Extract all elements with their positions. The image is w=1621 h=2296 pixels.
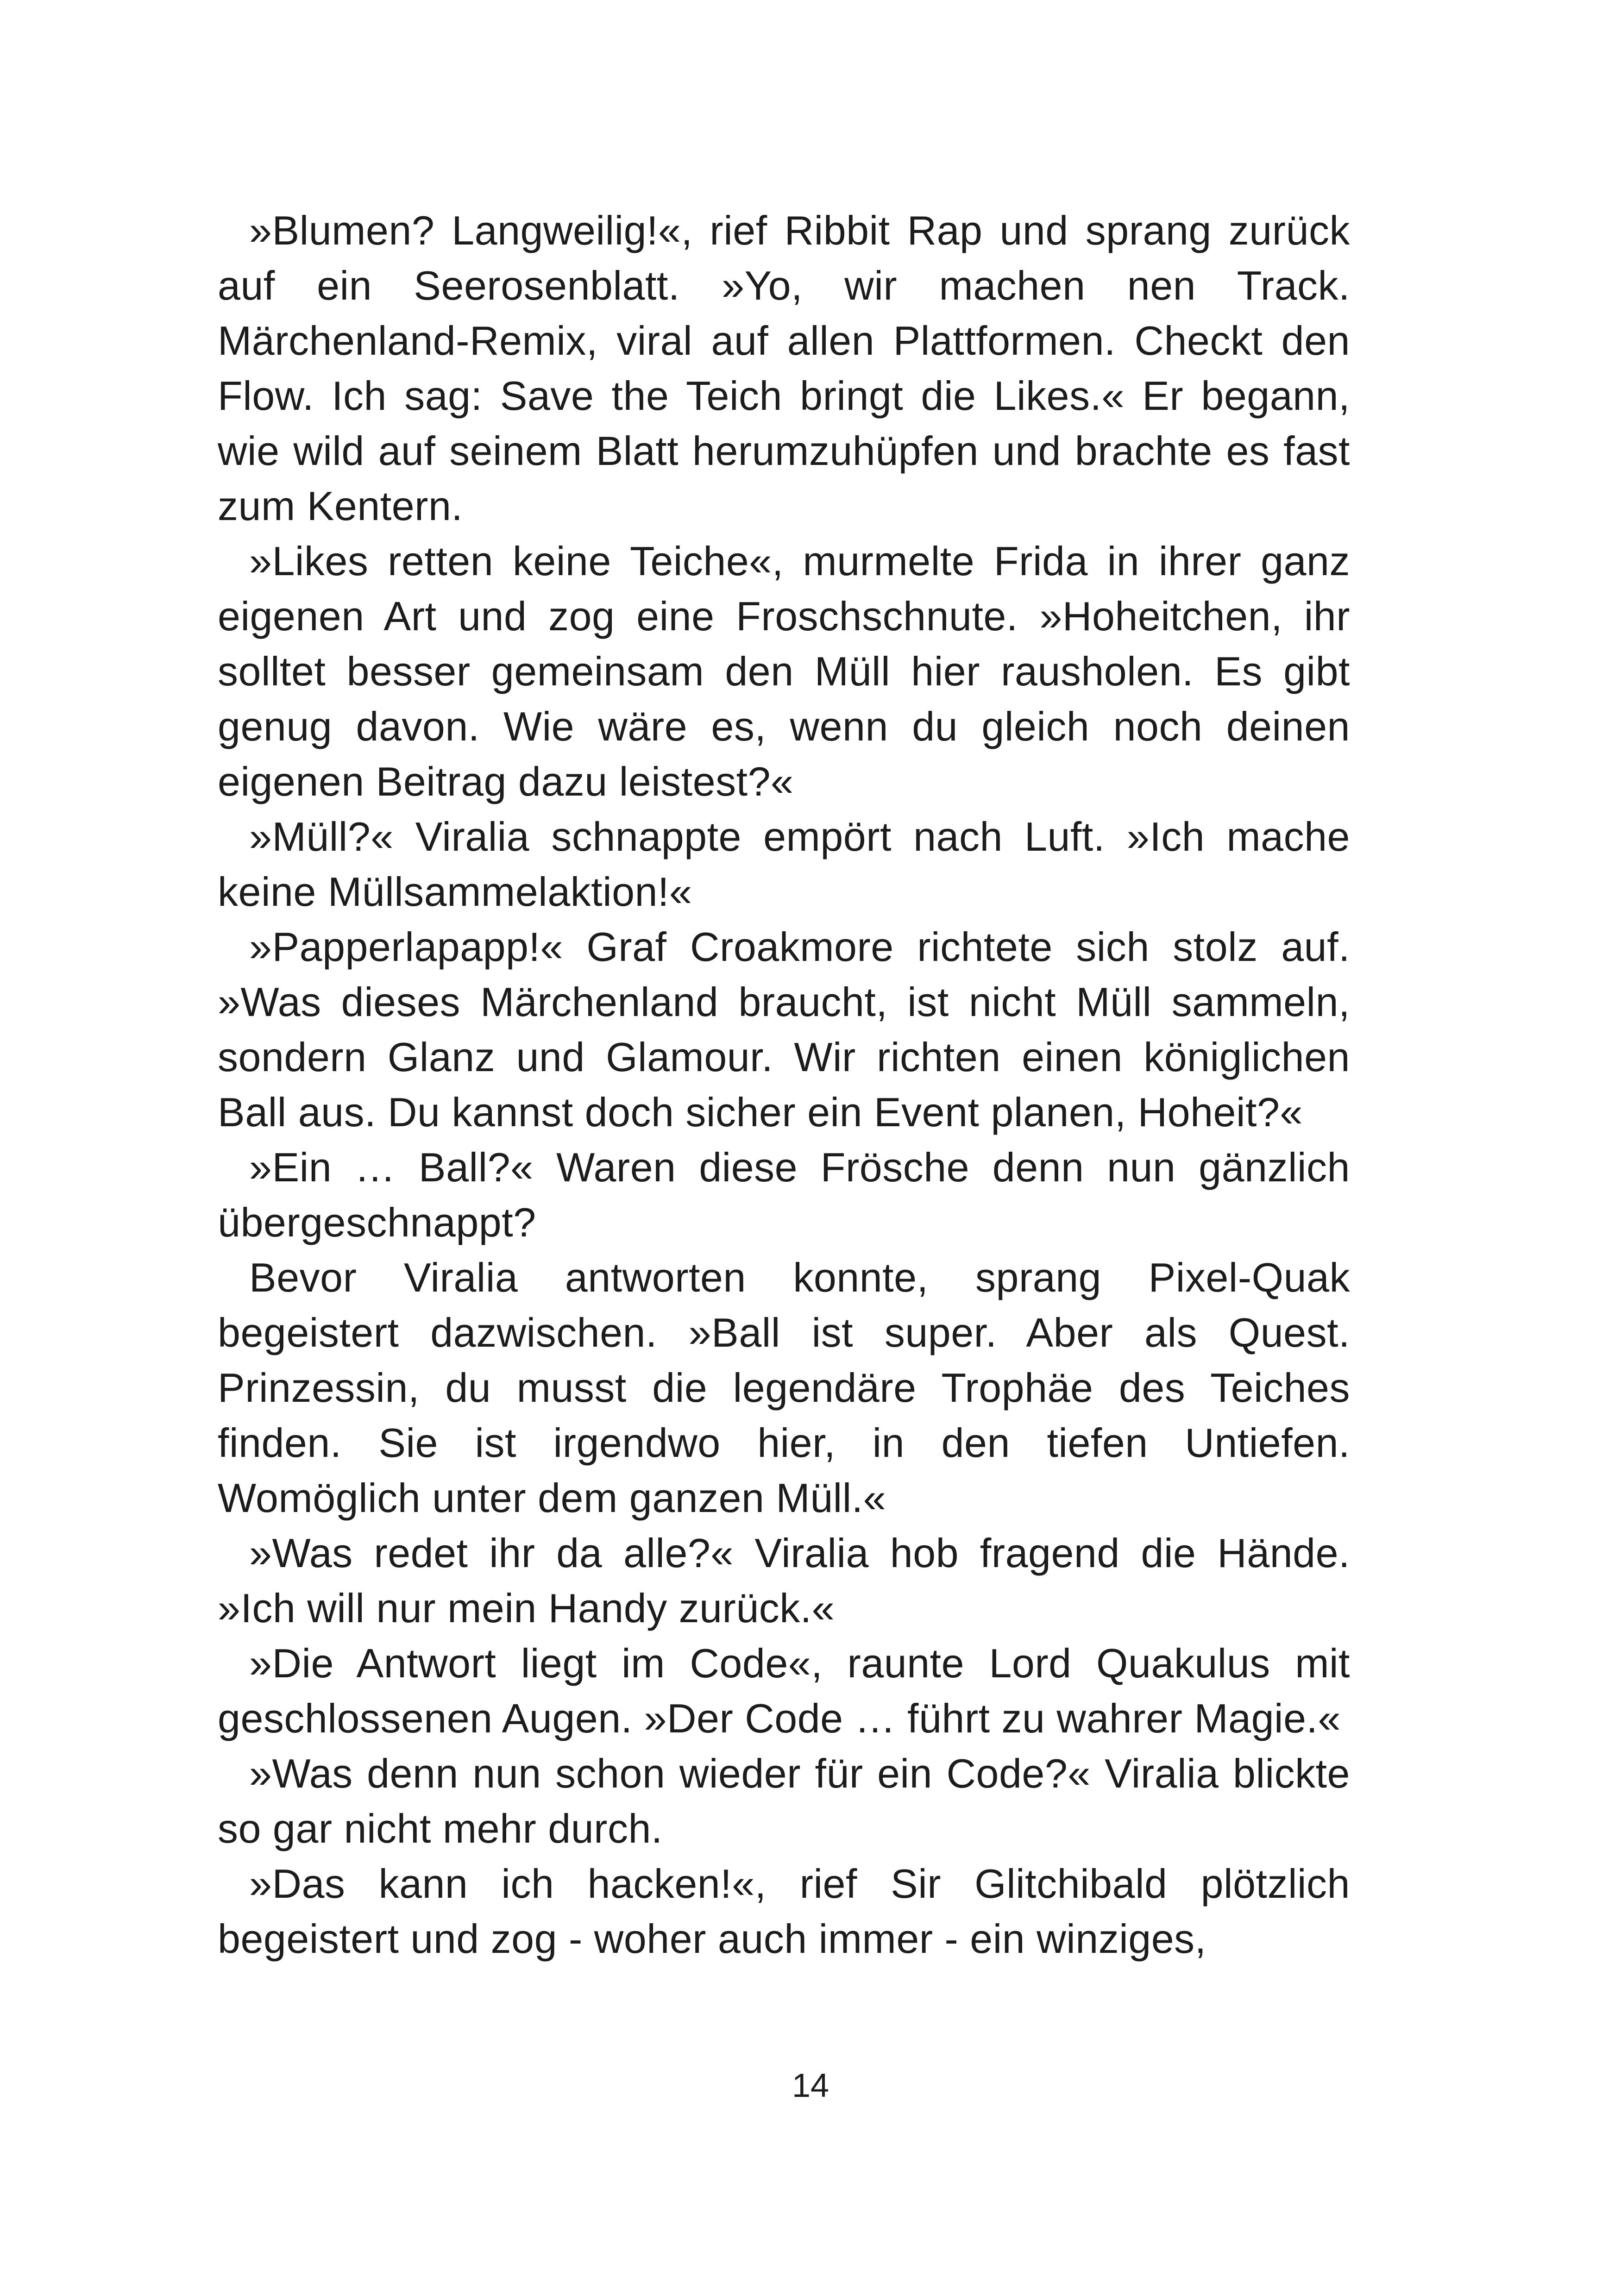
paragraph: »Likes retten keine Teiche«, murmelte Frida in ihrer ganz eigenen Art und zog eine Froschschnute. »Hoheitchen, ihr solltet besser gemeinsam den Müll hier rausholen. Es gibt genug davon. Wie wäre es, wenn du gleich noch deinen eigenen Beitrag dazu leistest?« [218, 538, 1350, 804]
body-text [218, 203, 1350, 1966]
page-footer [0, 2069, 1621, 2102]
paragraph: »Die Antwort liegt im Code«, raunte Lord Quakulus mit geschlossenen Augen. »Der Code … führt zu wahrer Magie.« [218, 1640, 1350, 1741]
paragraph: »Ein … Ball?« Waren diese Frösche denn nun gänzlich übergeschnappt? [218, 1144, 1350, 1245]
paragraph: »Papperlapapp!« Graf Croakmore richtete sich stolz auf. »Was dieses Märchenland braucht, ist nicht Müll sammeln, sondern Glanz und Glamour. Wir richten einen königlichen Ball aus. Du kannst doch sicher ein Event planen, Hoheit?« [218, 924, 1350, 1135]
paragraph: »Was redet ihr da alle?« Viralia hob fragend die Hände. »Ich will nur mein Handy zurück.« [218, 1530, 1350, 1631]
paragraph: »Blumen? Langweilig!«, rief Ribbit Rap und sprang zurück auf ein Seerosenblatt. »Yo, wir machen nen Track. Märchenland-Remix, viral auf allen Plattformen. Checkt den Flow. Ich sag: Save the Teich bringt die Likes.« Er begann, wie wild auf seinem Blatt herumzuhüpfen und brachte es fast zum Kentern. [218, 207, 1350, 529]
page-number: 14 [792, 2067, 829, 2104]
paragraph: »Was denn nun schon wieder für ein Code?« Viralia blickte so gar nicht mehr durch. [218, 1750, 1350, 1851]
paragraph: »Das kann ich hacken!«, rief Sir Glitchibald plötzlich begeistert und zog - woher auch immer - ein winziges, [218, 1861, 1350, 1962]
paragraph: Bevor Viralia antworten konnte, sprang Pixel-Quak begeistert dazwischen. »Ball ist super. Aber als Quest. Prinzessin, du musst die legendäre Trophäe des Teiches finden. Sie ist irgendwo hier, in den tiefen Untiefen. Womöglich unter dem ganzen Müll.« [218, 1255, 1350, 1521]
paragraph: »Müll?« Viralia schnappte empört nach Luft. »Ich mache keine Müllsammelaktion!« [218, 814, 1350, 915]
